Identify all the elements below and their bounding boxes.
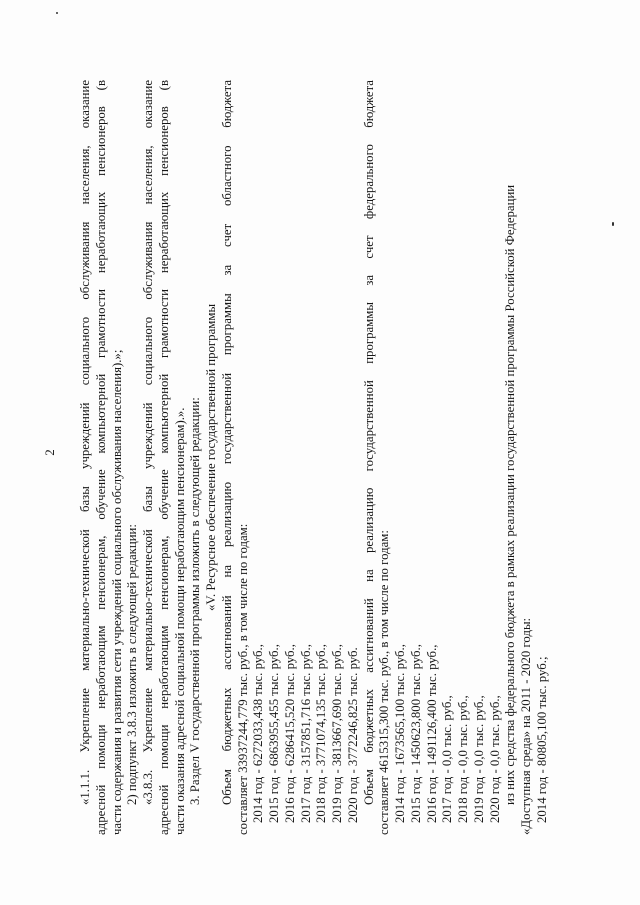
year-line: 2014 год - 80805,100 тыс. руб.; — [534, 656, 549, 823]
page-number: 2 — [42, 449, 57, 456]
text-line: Объем бюджетных ассигнований на реализацию государственной программы за счет федерального бюджета — [361, 80, 376, 805]
year-line: 2020 год - 3772246,825 тыс. руб. — [345, 647, 360, 823]
year-line: 2016 год - 1491126,400 тыс. руб., — [424, 644, 439, 823]
text-line: «Доступная среда» на 2011 - 2020 годы: — [519, 617, 533, 835]
text-line: адресной помощи неработающим пенсионерам, обучение компьютерной грамотности неработающих пенсионеров (в — [93, 80, 108, 835]
text-line: составляет 4615315,300 тыс. руб., в том числе по годам: — [377, 530, 392, 835]
text-line: части оказания адресной социальной помощи неработающим пенсионерам).». — [172, 407, 187, 835]
year-line: 2017 год - 3157851,716 тыс. руб., — [298, 644, 313, 823]
section-heading: «V. Ресурсное обеспечение государственной программы — [204, 303, 218, 612]
text-line: «3.8.3. Укрепление материально-технической базы учреждений социального обслуживания населения, оказание — [141, 80, 155, 805]
text-line: адресной помощи неработающим пенсионерам, обучение компьютерной грамотности неработающих пенсионеров (в — [156, 80, 171, 835]
text-line: составляет 33937244,779 тыс. руб., в том числе по годам: — [235, 523, 250, 835]
text-line: 2) подпункт 3.8.3 изложить в следующей редакции: — [125, 524, 140, 805]
scan-speck — [56, 12, 58, 14]
text-line: Объем бюджетных ассигнований на реализацию государственной программы за счет областного бюджета — [219, 80, 234, 805]
year-line: 2015 год - 1450623,800 тыс. руб., — [408, 644, 423, 823]
text-line: 3. Раздел V государственной программы изложить в следующей редакции: — [188, 397, 203, 805]
text-line: из них средства федерального бюджета в рамках реализации государственной программы Российской Федерации — [503, 184, 518, 805]
year-line: 2016 год - 6286415,520 тыс. руб., — [282, 644, 297, 823]
year-line: 2014 год - 6272033,438 тыс. руб., — [251, 644, 266, 823]
scan-speck — [612, 222, 614, 226]
text-line: «1.1.1. Укрепление материально-технической базы учреждений социального обслуживания населения, оказание — [78, 80, 92, 805]
year-line: 2018 год - 0,0 тыс. руб., — [456, 695, 470, 823]
year-line: 2019 год - 3813667,690 тыс. руб., — [330, 644, 344, 823]
year-line: 2015 год - 6863955,455 тыс. руб., — [267, 644, 281, 823]
year-line: 2014 год - 1673565,100 тыс. руб., — [393, 644, 407, 823]
document-text — [78, 80, 551, 835]
text-line: части содержания и развития сети учреждений социального обслуживания населения).»; — [109, 349, 124, 835]
year-line: 2018 год - 3771074,135 тыс. руб., — [314, 644, 329, 823]
year-line: 2020 год - 0,0 тыс. руб., — [487, 695, 502, 823]
year-line: 2019 год - 0,0 тыс. руб., — [471, 695, 486, 823]
year-line: 2017 год - 0,0 тыс. руб., — [440, 695, 455, 823]
